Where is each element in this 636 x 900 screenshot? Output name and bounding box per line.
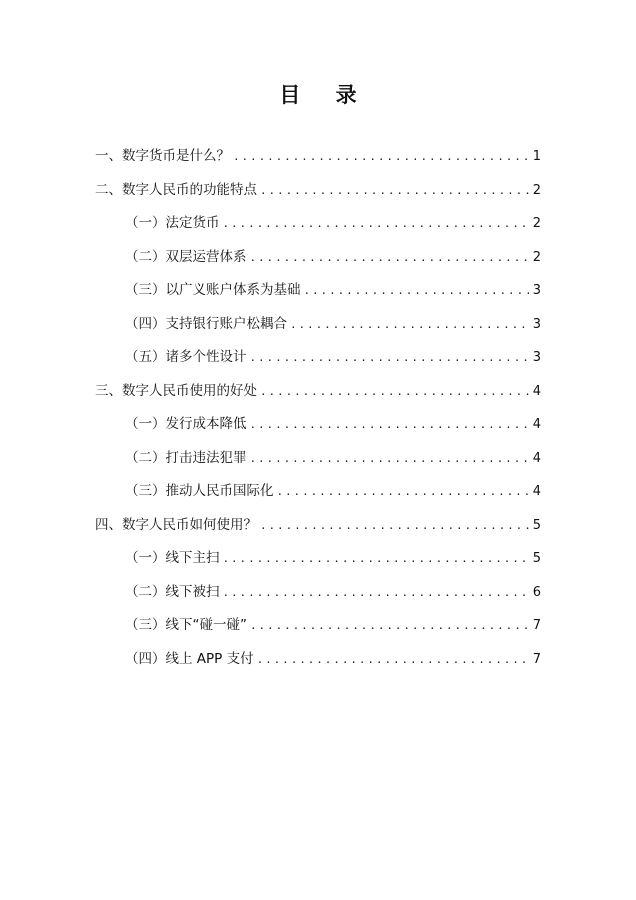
toc-leader-dots: [250, 341, 529, 375]
toc-entry-text: 二、数字人民币的功能特点: [95, 181, 257, 198]
toc-entry-text: 三、数字人民币使用的好处: [95, 382, 257, 399]
toc-leader-dots: [223, 542, 529, 576]
toc-page-number: 4: [532, 484, 541, 499]
toc-leader-dots: [233, 140, 529, 174]
toc-subentry: [95, 609, 541, 643]
toc-subentry: [95, 576, 541, 610]
toc-entry: [95, 174, 541, 208]
toc-leader-dots: [223, 207, 529, 241]
toc-page-number: 2: [532, 216, 541, 231]
toc-subentry: [95, 207, 541, 241]
toc-entry: [95, 140, 541, 174]
toc-page-number: 1: [532, 149, 541, 164]
toc-entry-text: （一）法定货币: [125, 215, 220, 231]
toc-list: [95, 140, 541, 676]
toc-entry-text: 四、数字人民币如何使用？: [95, 516, 257, 533]
toc-leader-dots: [250, 241, 529, 275]
toc-page-number: 6: [532, 584, 541, 600]
toc-entry-text: （一）发行成本降低: [125, 416, 247, 432]
toc-subentry: [95, 408, 541, 442]
toc-page-number: 7: [532, 618, 541, 633]
toc-page-number: 4: [532, 417, 541, 432]
toc-subentry: [95, 241, 541, 275]
toc-subentry: [95, 643, 541, 677]
toc-leader-dots: [223, 576, 529, 610]
toc-leader-dots: [250, 442, 529, 476]
toc-leader-dots: [250, 609, 529, 643]
toc-page-number: 2: [532, 249, 541, 265]
toc-entry-text: （一）线下主扫: [125, 550, 220, 566]
toc-entry-text: （四）支持银行账户松耦合: [125, 315, 287, 332]
toc-leader-dots: [260, 509, 529, 543]
toc-subentry: [95, 442, 541, 476]
toc-page-number: 5: [532, 517, 541, 533]
toc-leader-dots: [277, 475, 529, 509]
toc-leader-dots: [250, 408, 529, 442]
toc-leader-dots: [290, 308, 529, 342]
toc-subentry: [95, 475, 541, 509]
toc-entry-text: （五）诸多个性设计: [125, 349, 247, 365]
toc-page-number: 3: [532, 350, 541, 365]
toc-entry-text: （四）线上 APP 支付: [125, 650, 254, 667]
toc-subentry: [95, 341, 541, 375]
toc-entry-text: 一、数字货币是什么？: [95, 148, 230, 164]
toc-page-number: 7: [532, 651, 541, 667]
toc-entry-text: （二）双层运营体系: [125, 248, 247, 265]
toc-leader-dots: [304, 274, 529, 308]
toc-entry: [95, 509, 541, 543]
toc-subentry: [95, 542, 541, 576]
toc-page-number: 4: [532, 383, 541, 399]
toc-page-number: 2: [532, 182, 541, 198]
toc-leader-dots: [260, 375, 529, 409]
toc-entry-text: （二）线下被扫: [125, 583, 220, 600]
toc-subentry: [95, 274, 541, 308]
toc-page-number: 4: [532, 450, 541, 466]
toc-leader-dots: [257, 643, 529, 677]
toc-leader-dots: [260, 174, 529, 208]
toc-entry: [95, 375, 541, 409]
toc-page-number: 5: [532, 551, 541, 566]
toc-entry-text: （三）线下“碰一碰”: [125, 617, 247, 633]
toc-title: 目 录: [279, 83, 371, 107]
toc-page-number: 3: [532, 316, 541, 332]
toc-entry-text: （三）以广义账户体系为基础: [125, 282, 301, 298]
toc-entry-text: （三）推动人民币国际化: [125, 483, 274, 499]
toc-entry-text: （二）打击违法犯罪: [125, 449, 247, 466]
toc-subentry: [95, 308, 541, 342]
toc-page-number: 3: [532, 283, 541, 298]
